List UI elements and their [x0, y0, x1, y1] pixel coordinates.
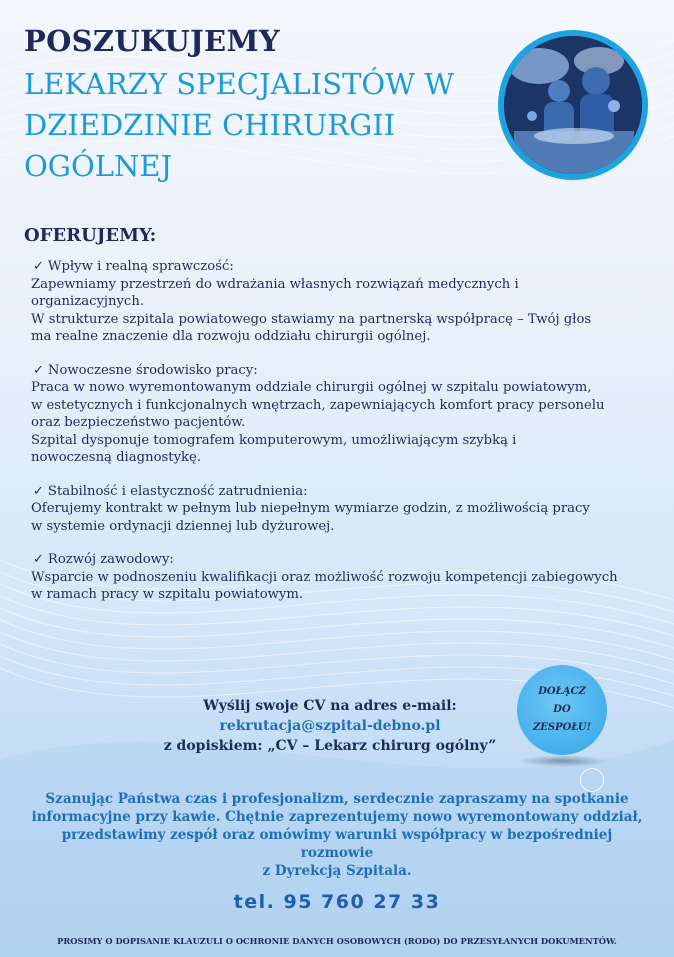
offer-line: Szpital dysponuje tomografem komputerowym, umożliwiającym szybką i: [31, 432, 517, 448]
cv-note: z dopiskiem: „CV – Lekarz chirurg ogólny”: [163, 738, 497, 754]
offer-line: Oferujemy kontrakt w pełnym lub niepełnym wymiarze godzin, z możliwością pracy: [31, 501, 590, 516]
offer-line: nowoczesną diagnostykę.: [31, 450, 202, 465]
offer-line: Praca w nowo wyremontowanym oddziale chirurgii ogólnej w szpitalu powiatowym,: [31, 380, 592, 395]
offer-title: [31, 483, 641, 501]
cv-section: [140, 696, 520, 756]
badge-line: DO: [553, 704, 571, 715]
headline-main: POSZUKUJEMY: [24, 24, 280, 58]
invite-line: Szanując Państwa czas i profesjonalizm, serdecznie zapraszamy na spotkanie: [45, 791, 629, 807]
offer-title-text: Nowoczesne środowisko pracy:: [47, 362, 258, 378]
check-mark-icon: ✓: [33, 552, 44, 567]
cv-label: Wyślij swoje CV na adres e-mail:: [203, 698, 457, 714]
decorative-ring: [580, 768, 604, 792]
badge-line: ZESPOŁU!: [532, 722, 592, 733]
offer-line: ma realne znaczenie dla rozwoju oddziału chirurgii ogólnej.: [31, 329, 431, 344]
offers-heading: OFERUJEMY:: [24, 225, 157, 246]
offer-line: w ramach pracy w szpitalu powiatowym.: [31, 587, 304, 602]
offer-title-text: Wpływ i realną sprawczość:: [47, 259, 234, 274]
offer-line: w systemie ordynacji dziennej lub dyżurowej.: [31, 518, 335, 534]
offer-title-text: Rozwój zawodowy:: [47, 552, 174, 567]
badge-line: DOŁĄCZ: [538, 686, 586, 697]
offer-item: [31, 362, 641, 467]
check-mark-icon: ✓: [33, 483, 44, 499]
invite-line: z Dyrekcją Szpitala.: [262, 863, 412, 879]
check-mark-icon: ✓: [33, 362, 44, 378]
check-mark-icon: ✓: [33, 259, 44, 274]
invite-line: informacyjne przy kawie. Chętnie zaprezentujemy nowo wyremontowany oddział,: [31, 809, 643, 825]
offer-line: Zapewniamy przestrzeń do wdrażania własnych rozwiązań medycznych i: [31, 276, 519, 292]
offer-title: [31, 362, 641, 380]
phone-number[interactable]: tel. 95 760 27 33: [233, 891, 441, 913]
offer-line: Wsparcie w podnoszeniu kwalifikacji oraz możliwość rozwoju kompetencji zabiegowych: [31, 569, 618, 585]
headline-specialty: LEKARZY SPECJALISTÓW W DZIEDZINIE CHIRURGII OGÓLNEJ: [24, 67, 455, 183]
offer-title: [31, 551, 641, 569]
offer-line: oraz bezpieczeństwo pacjentów.: [31, 415, 246, 430]
offer-line: W strukturze szpitala powiatowego stawiamy na partnerską współpracę – Twój głos: [31, 311, 592, 327]
gdpr-footer-note: PROSIMY O DOPISANIE KLAUZULI O OCHRONIE DANYCH OSOBOWYCH (RODO) DO PRZESYŁANYCH DOKUMENTÓW.: [57, 936, 617, 946]
offer-line: organizacyjnych.: [31, 294, 145, 309]
offer-title: [31, 258, 641, 276]
offer-line: w estetycznych i funkcjonalnych wnętrzach, zapewniających komfort pracy personelu: [31, 397, 605, 413]
offer-item: [31, 258, 641, 346]
surgery-illustration: [504, 36, 642, 174]
surgeons-photo: [498, 30, 648, 180]
invite-line: przedstawimy zespół oraz omówimy warunki współpracy w bezpośredniej rozmowie: [61, 827, 613, 861]
offer-item: [31, 551, 641, 604]
invitation-text: [30, 790, 644, 880]
cv-email-link[interactable]: rekrutacja@szpital-debno.pl: [219, 718, 441, 734]
offer-item: [31, 483, 641, 536]
join-team-badge: [517, 665, 607, 755]
badge-shadow: [517, 755, 609, 767]
offer-title-text: Stabilność i elastyczność zatrudnienia:: [47, 483, 308, 499]
offers-list: [31, 258, 641, 620]
